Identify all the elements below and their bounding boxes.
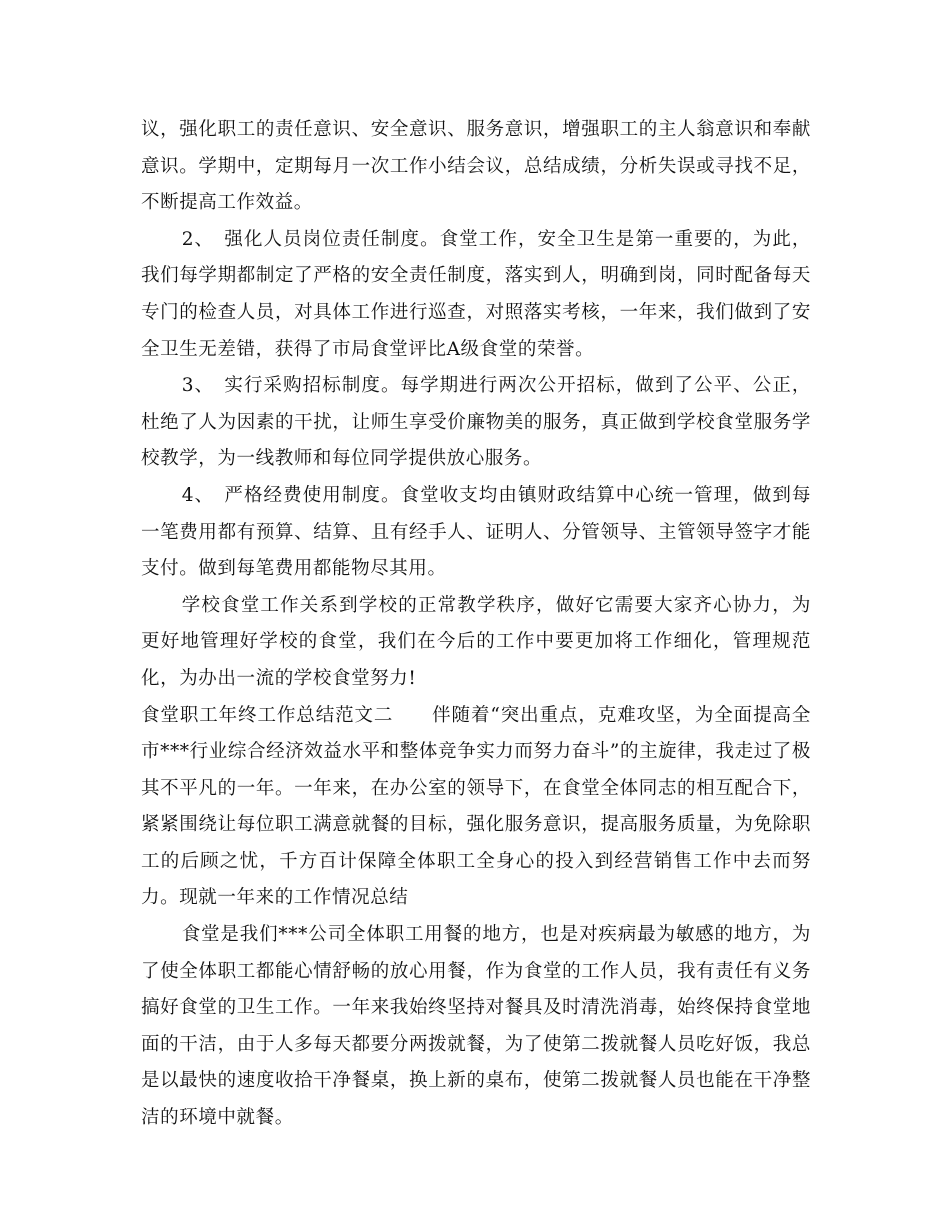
paragraph-conclusion: 学校食堂工作关系到学校的正常教学秩序，做好它需要大家齐心协力，为更好地管理好学校的食堂，我们在今后的工作中要更加将工作细化，管理规范化，为办出一流的学校食堂努力! — [141, 594, 811, 689]
paragraph-expense-rules: 4、 严格经费使用制度。食堂收支均由镇财政结算中心统一管理，做到每一笔费用都有预算、结算、且有经手人、证明人、分管领导、主管领导签字才能支付。做到每笔费用都能物尽其用。 — [141, 484, 811, 580]
paragraph-meeting-continuation: 议，强化职工的责任意识、安全意识、服务意识，增强职工的主人翁意识和奉献意识。学期中，定期每月一次工作小结会议，总结成绩，分析失误或寻找不足，不断提高工作效益。 — [141, 119, 811, 214]
paragraph-sample-two-intro: 食堂职工年终工作总结范文二 伴随着“突出重点，克难攻坚，为全面提高全市***行业综合经济效益水平和整体竞争实力而努力奋斗”的主旋律，我走过了极其不平凡的一年。一年来，在办公室的领导下，在食堂全体同志的相互配合下，紧紧围绕让每位职工满意就餐的目标，强化服务意识，提高服务质量，为免除职工的后顾之忧，千方百计保障全体职工全身心的投入到经营销售工作中去而努力。现就一年来的工作情况总结 — [141, 704, 811, 909]
document-body — [141, 112, 811, 1137]
paragraph-post-responsibility: 2、 强化人员岗位责任制度。食堂工作，安全卫生是第一重要的，为此，我们每学期都制定了严格的安全责任制度，落实到人，明确到岗，同时配备每天专门的检查人员，对具体工作进行巡查，对照落实考核，一年来，我们做到了安全卫生无差错，获得了市局食堂评比A级食堂的荣誉。 — [141, 228, 811, 360]
paragraph-canteen-hygiene: 食堂是我们***公司全体职工用餐的地方，也是对疾病最为敏感的地方，为了使全体职工都能心情舒畅的放心用餐，作为食堂的工作人员，我有责任有义务搞好食堂的卫生工作。一年来我始终坚持对餐具及时清洗消毒，始终保持食堂地面的干洁，由于人多每天都要分两拨就餐，为了使第二拨就餐人员吃好饭，我总是以最快的速度收拾干净餐桌，换上新的桌布，使第二拨就餐人员也能在干净整洁的环境中就餐。 — [141, 924, 811, 1129]
paragraph-procurement-bidding: 3、 实行采购招标制度。每学期进行两次公开招标，做到了公平、公正，杜绝了人为因素的干扰，让师生享受价廉物美的服务，真正做到学校食堂服务学校教学，为一线教师和每位同学提供放心服务。 — [141, 375, 811, 470]
